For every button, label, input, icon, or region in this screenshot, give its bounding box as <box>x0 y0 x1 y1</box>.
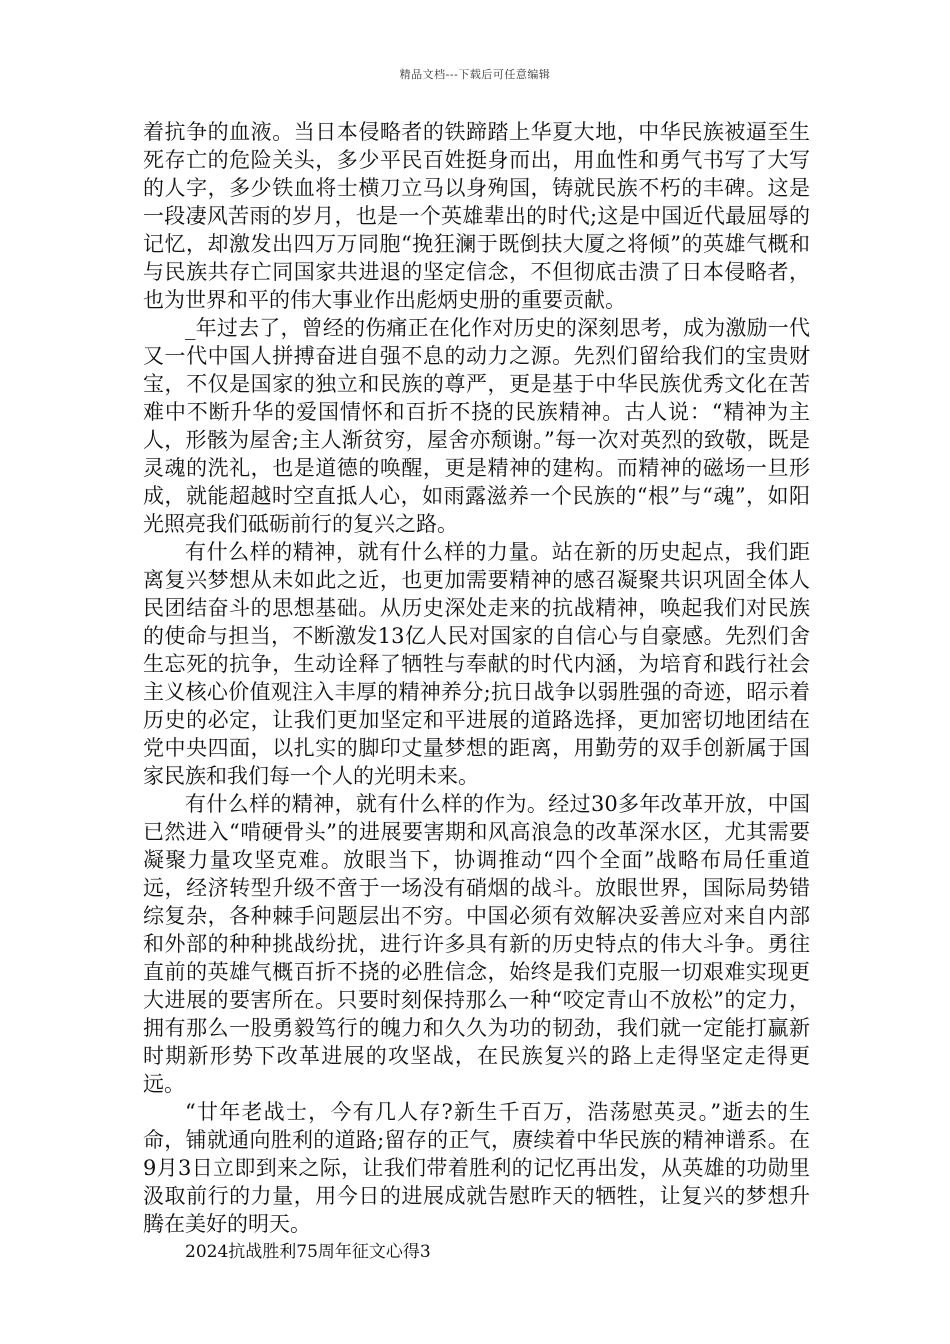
paragraph-4: 有什么样的精神，就有什么样的作为。经过30多年改革开放，中国已然进入“啃硬骨头”的进展要害期和风高浪急的改革深水区，尤其需要凝聚力量攻坚克难。放眼当下，协调推动“四个全面”战略布局任重道远，经济转型升级不啻于一场没有硝烟的战斗。放眼世界，国际局势错综复杂，各种棘手问题层出不穷。中国必须有效解决妥善应对来自内部和外部的种种挑战纷扰，进行许多具有新的历史特点的伟大斗争。勇往直前的英雄气概百折不挠的必胜信念，始终是我们克服一切艰难实现更大进展的要害所在。只要时刻保持那么一种“咬定青山不放松”的定力，拥有那么一股勇毅笃行的魄力和久久为功的韧劲，我们就一定能打赢新时期新形势下改革进展的攻坚战，在民族复兴的路上走得坚定走得更远。 <box>143 792 810 1096</box>
document-body <box>143 118 810 1266</box>
page-header: 精品文档---下载后可任意编辑 <box>399 68 551 81</box>
paragraph-3: 有什么样的精神，就有什么样的力量。站在新的历史起点，我们距离复兴梦想从未如此之近，也更加需要精神的感召凝聚共识巩固全体人民团结奋斗的思想基础。从历史深处走来的抗战精神，唤起我们对民族的使命与担当，不断激发13亿人民对国家的自信心与自豪感。先烈们舍生忘死的抗争，生动诠释了牺牲与奉献的时代内涵，为培育和践行社会主义核心价值观注入丰厚的精神养分;抗日战争以弱胜强的奇迹，昭示着历史的必定，让我们更加坚定和平进展的道路选择，更加密切地团结在党中央四面，以扎实的脚印丈量梦想的距离，用勤劳的双手创新属于国家民族和我们每一个人的光明未来。 <box>143 540 810 788</box>
paragraph-1: 着抗争的血液。当日本侵略者的铁蹄踏上华夏大地，中华民族被逼至生死存亡的危险关头，多少平民百姓挺身而出，用血性和勇气书写了大写的人字，多少铁血将士横刀立马以身殉国，铸就民族不朽的丰碑。这是一段凄风苦雨的岁月，也是一个英雄辈出的时代;这是中国近代最屈辱的记忆，却激发出四万万同胞“挽狂澜于既倒扶大厦之将倾”的英雄气概和与民族共存亡同国家共进退的坚定信念，不但彻底击溃了日本侵略者，也为世界和平的伟大事业作出彪炳史册的重要贡献。 <box>143 120 810 312</box>
paragraph-2: _年过去了，曾经的伤痛正在化作对历史的深刻思考，成为激励一代又一代中国人拼搏奋进自强不息的动力之源。先烈们留给我们的宝贵财宝，不仅是国家的独立和民族的尊严，更是基于中华民族优秀文化在苦难中不断升华的爱国情怀和百折不挠的民族精神。古人说：“精神为主人，形骸为屋舍;主人渐贫穷，屋舍亦颓谢。”每一次对英烈的致敬，既是灵魂的洗礼，也是道德的唤醒，更是精神的建构。而精神的磁场一旦形成，就能超越时空直抵人心，如雨露滋养一个民族的“根”与“魂”，如阳光照亮我们砥砺前行的复兴之路。 <box>143 316 810 536</box>
paragraph-5: “廿年老战士，今有几人存?新生千百万，浩荡慰英灵。”逝去的生命，铺就通向胜利的道路;留存的正气，赓续着中华民族的精神谱系。在9月3日立即到来之际，让我们带着胜利的记忆再出发，从英雄的功勋里汲取前行的力量，用今日的进展成就告慰昨天的牺牲，让复兴的梦想升腾在美好的明天。 <box>143 1100 810 1236</box>
closing-title: 2024抗战胜利75周年征文心得3 <box>185 1242 431 1262</box>
